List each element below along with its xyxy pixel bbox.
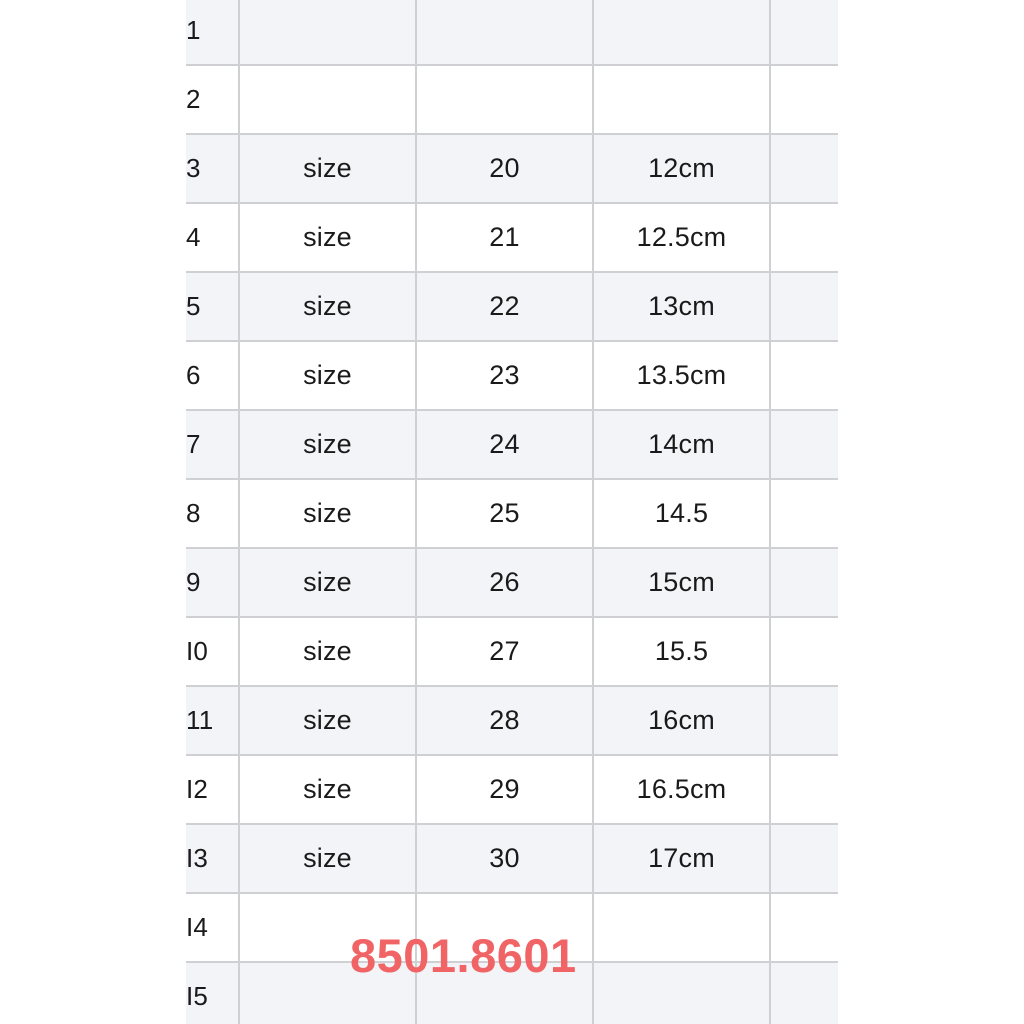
cell[interactable] xyxy=(771,963,838,1024)
row-number: 4 xyxy=(186,204,240,271)
cell[interactable] xyxy=(594,66,771,133)
cell[interactable] xyxy=(771,756,838,823)
cell[interactable] xyxy=(771,342,838,409)
cell[interactable] xyxy=(771,66,838,133)
cell[interactable]: size xyxy=(240,480,417,547)
cell[interactable] xyxy=(417,0,594,64)
cell[interactable]: 13.5cm xyxy=(594,342,771,409)
row-number: 7 xyxy=(186,411,240,478)
cell[interactable]: size xyxy=(240,135,417,202)
cell[interactable] xyxy=(417,66,594,133)
row-number: 2 xyxy=(186,66,240,133)
cell[interactable] xyxy=(240,66,417,133)
cell[interactable]: 14cm xyxy=(594,411,771,478)
table-row xyxy=(186,480,838,549)
table-row xyxy=(186,273,838,342)
row-number: 11 xyxy=(186,687,240,754)
row-number: I3 xyxy=(186,825,240,892)
row-number: 9 xyxy=(186,549,240,616)
cell[interactable]: 21 xyxy=(417,204,594,271)
cell[interactable]: size xyxy=(240,411,417,478)
cell[interactable]: 25 xyxy=(417,480,594,547)
cell[interactable]: 14.5 xyxy=(594,480,771,547)
cell[interactable]: 12cm xyxy=(594,135,771,202)
cell[interactable]: size xyxy=(240,204,417,271)
cell[interactable]: 29 xyxy=(417,756,594,823)
table-row xyxy=(186,618,838,687)
cell[interactable] xyxy=(771,549,838,616)
table-row xyxy=(186,204,838,273)
table-row xyxy=(186,756,838,825)
table-row xyxy=(186,549,838,618)
row-number: I4 xyxy=(186,894,240,961)
cell[interactable]: 22 xyxy=(417,273,594,340)
cell[interactable]: size xyxy=(240,756,417,823)
table-row xyxy=(186,825,838,894)
cell[interactable]: 12.5cm xyxy=(594,204,771,271)
cell[interactable] xyxy=(771,618,838,685)
row-number: 6 xyxy=(186,342,240,409)
cell[interactable]: 27 xyxy=(417,618,594,685)
cell[interactable]: 15cm xyxy=(594,549,771,616)
table-row xyxy=(186,0,838,66)
cell[interactable] xyxy=(771,480,838,547)
cell[interactable]: size xyxy=(240,273,417,340)
cell[interactable]: 13cm xyxy=(594,273,771,340)
cell[interactable]: 28 xyxy=(417,687,594,754)
cell[interactable] xyxy=(771,411,838,478)
cell[interactable] xyxy=(594,0,771,64)
row-number: I5 xyxy=(186,963,240,1024)
cell[interactable] xyxy=(771,0,838,64)
cell[interactable]: size xyxy=(240,342,417,409)
table-row xyxy=(186,135,838,204)
cell[interactable]: 17cm xyxy=(594,825,771,892)
cell[interactable] xyxy=(594,894,771,961)
table-row xyxy=(186,411,838,480)
row-number: 3 xyxy=(186,135,240,202)
cell[interactable]: 15.5 xyxy=(594,618,771,685)
cell[interactable] xyxy=(771,273,838,340)
cell[interactable] xyxy=(771,894,838,961)
cell[interactable]: size xyxy=(240,687,417,754)
cell[interactable]: 16cm xyxy=(594,687,771,754)
watermark-text: 8501.8601 xyxy=(350,929,577,982)
cell[interactable]: 26 xyxy=(417,549,594,616)
table-row xyxy=(186,687,838,756)
cell[interactable] xyxy=(771,135,838,202)
cell[interactable] xyxy=(771,825,838,892)
table-row xyxy=(186,342,838,411)
row-number: I2 xyxy=(186,756,240,823)
cell[interactable] xyxy=(771,687,838,754)
table-row xyxy=(186,66,838,135)
cell[interactable]: size xyxy=(240,549,417,616)
spreadsheet-grid xyxy=(186,0,838,1024)
cell[interactable]: size xyxy=(240,618,417,685)
cell[interactable] xyxy=(594,963,771,1024)
cell[interactable]: 16.5cm xyxy=(594,756,771,823)
cell[interactable] xyxy=(771,204,838,271)
cell[interactable]: 23 xyxy=(417,342,594,409)
row-number: 8 xyxy=(186,480,240,547)
cell[interactable] xyxy=(240,0,417,64)
cell[interactable]: 20 xyxy=(417,135,594,202)
cell[interactable]: size xyxy=(240,825,417,892)
cell[interactable]: 30 xyxy=(417,825,594,892)
row-number: I0 xyxy=(186,618,240,685)
row-number: 5 xyxy=(186,273,240,340)
row-number: 1 xyxy=(186,0,240,64)
cell[interactable]: 24 xyxy=(417,411,594,478)
